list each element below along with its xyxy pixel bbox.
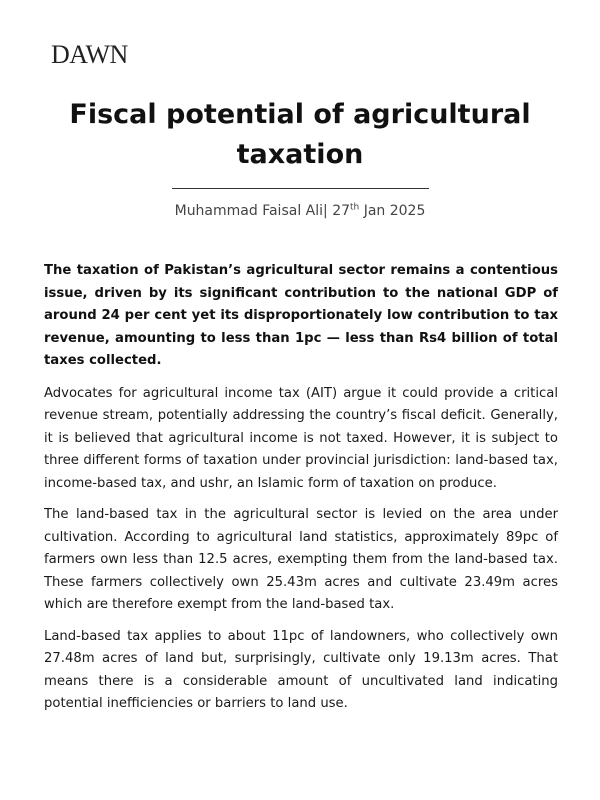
body-paragraph: The land-based tax in the agricultural sector is levied on the area under cultivation. According to agricultural land statistics, approximately 89pc of farmers own less than 12.5 acres, exempting them from the land-based tax. These farmers collectively own 25.43m acres and cultivate 23.49m acres which are therefore exempt from the land-based tax. bbox=[44, 507, 558, 612]
date-month-year: Jan 2025 bbox=[363, 203, 426, 219]
byline bbox=[0, 203, 600, 219]
article-title: Fiscal potential of agricultural taxation bbox=[69, 99, 531, 170]
date-day: 27 bbox=[332, 203, 351, 219]
author-name: Muhammad Faisal Ali| bbox=[174, 203, 328, 219]
lead-paragraph: The taxation of Pakistan’s agricultural sector remains a contentious issue, driven by its significant contribution to the national GDP of around 24 per cent yet its disproportionately low contribution to tax revenue, amounting to less than 1pc — less than Rs4 billion of total taxes collected. bbox=[44, 263, 558, 368]
date-suffix: th bbox=[350, 202, 360, 213]
body-paragraph: Land-based tax applies to about 11pc of landowners, who collectively own 27.48m acres of land but, surprisingly, cultivate only 19.13m acres. That means there is a considerable amount of uncultivated land indicating potential inefficiencies or barriers to land use. bbox=[44, 628, 558, 711]
title-divider bbox=[172, 188, 429, 189]
publish-date bbox=[332, 203, 425, 219]
body-paragraph: Advocates for agricultural income tax (AIT) argue it could provide a critical revenue stream, potentially addressing the country’s fiscal deficit. Generally, it is believed that agricultural income is not taxed. However, it is subject to three different forms of taxation under provincial jurisdiction: land-based tax, income-based tax, and ushr, an Islamic form of taxation on produce. bbox=[44, 385, 558, 491]
article-body bbox=[44, 260, 558, 725]
publication-logo: DAWN bbox=[51, 40, 128, 69]
